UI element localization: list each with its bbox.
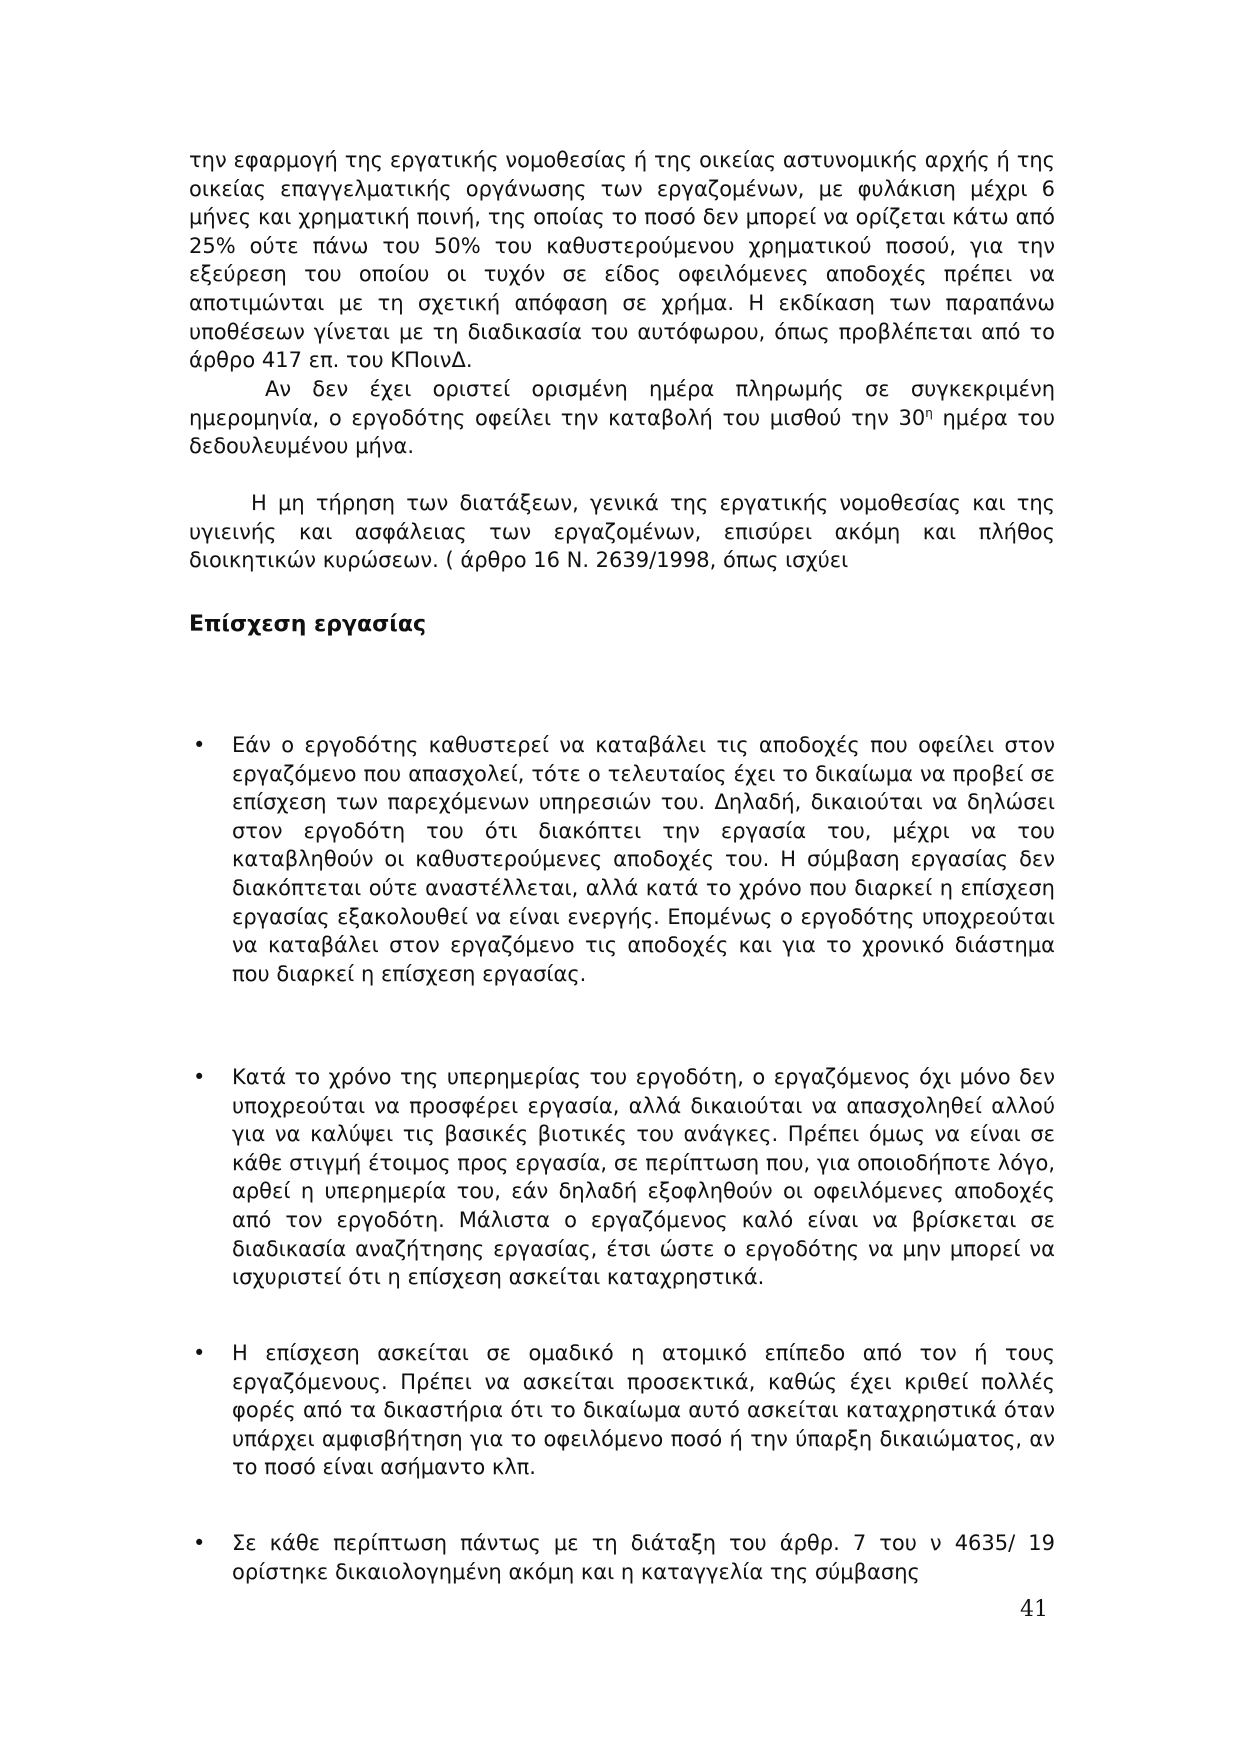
ordinal-superscript: η xyxy=(925,405,933,420)
bullet-icon: • xyxy=(193,1341,206,1365)
page-number: 41 xyxy=(1020,1597,1048,1622)
bullet-icon: • xyxy=(193,733,206,757)
paragraph-penalties: την εφαρμογή της εργατικής νομοθεσίας ή της οικείας αστυνομικής αρχής ή της οικείας επαγγελματικής οργάνωσης των εργαζομένων, με φυλάκιση μέχρι 6 μήνες και χρηματική ποινή, της οποίας το ποσό δεν μπορεί να ορίζεται κάτω από 25% ούτε πάνω του 50% του καθυστερούμενου χρηματικού ποσού, για την εξεύρεση του οποίου οι τυχόν σε είδος οφειλόμενες αποδοχές πρέπει να αποτιμώνται με τη σχετική απόφαση σε χρήμα. Η εκδίκαση των παραπάνω υποθέσεων γίνεται με τη διαδικασία του αυτόφωρου, όπως προβλέπεται από το άρθρο 417 επ. του ΚΠοινΔ. xyxy=(189,148,1055,373)
paragraph-payment-date-text: Αν δεν έχει οριστεί ορισμένη ημέρα πληρωμής σε συγκεκριμένη ημερομηνία, ο εργοδότης οφείλει την καταβολή του μισθού την 30 xyxy=(189,377,1055,430)
paragraph-payment-date-text-end: ημέρα του δεδουλευμένου μήνα. xyxy=(189,405,1056,459)
bullet-icon: • xyxy=(193,1531,206,1555)
section-heading: Επίσχεση εργασίας xyxy=(189,612,426,637)
paragraph-payment-date xyxy=(189,375,1055,461)
list-item-text: Εάν ο εργοδότης καθυστερεί να καταβάλει τις αποδοχές που οφείλει στον εργαζόμενο που απασχολεί, τότε ο τελευταίος έχει το δικαίωμα να προβεί σε επίσχεση των παρεχόμενων υπηρεσιών του. Δηλαδή, δικαιούται να δηλώσει στον εργοδότη του ότι διακόπτει την εργασία του, μέχρι να του καταβληθούν οι καθυστερούμενες αποδοχές του. Η σύμβαση εργασίας δεν διακόπτεται ούτε αναστέλλεται, αλλά κατά το χρόνο που διαρκεί η επίσχεση εργασίας εξακολουθεί να είναι ενεργής. Επομένως ο εργοδότης υποχρεούται να καταβάλει στον εργαζόμενο τις αποδοχές και για το χρονικό διάστημα που διαρκεί η επίσχεση εργασίας. xyxy=(232,733,1055,986)
paragraph-administrative-sanctions: Η μη τήρηση των διατάξεων, γενικά της εργατικής νομοθεσίας και της υγιεινής και ασφάλειας των εργαζομένων, επισύρει ακόμη και πλήθος διοικητικών κυρώσεων. ( άρθρο 16 Ν. 2639/1998, όπως ισχύει xyxy=(189,491,1055,573)
bullet-icon: • xyxy=(193,1065,206,1089)
list-item-text: Σε κάθε περίπτωση πάντως με τη διάταξη του άρθρ. 7 του ν 4635/ 19 ορίστηκε δικαιολογημένη ακόμη και η καταγγελία της σύμβασης xyxy=(232,1531,1055,1584)
list-item-text: Κατά το χρόνο της υπερημερίας του εργοδότη, ο εργαζόμενος όχι μόνο δεν υποχρεούται να προσφέρει εργασία, αλλά δικαιούται να απασχοληθεί αλλού για να καλύψει τις βασικές βιοτικές του ανάγκες. Πρέπει όμως να είναι σε κάθε στιγμή έτοιμος προς εργασία, σε περίπτωση που, για οποιοδήποτε λόγο, αρθεί η υπερημερία του, εάν δηλαδή εξοφληθούν οι οφειλόμενες αποδοχές από τον εργοδότη. Μάλιστα ο εργαζόμενος καλό είναι να βρίσκεται σε διαδικασία αναζήτησης εργασίας, έτσι ώστε ο εργοδότης να μην μπορεί να ισχυριστεί ότι η επίσχεση ασκείται καταχρηστικά. xyxy=(232,1065,1055,1290)
list-item-text: Η επίσχεση ασκείται σε ομαδικό η ατομικό επίπεδο από τον ή τους εργαζόμενους. Πρέπει να ασκείται προσεκτικά, καθώς έχει κριθεί πολλές φορές από τα δικαστήρια ότι το δικαίωμα αυτό ασκείται καταχρηστικά όταν υπάρχει αμφισβήτηση για το οφειλόμενο ποσό ή την ύπαρξη δικαιώματος, αν το ποσό είναι ασήμαντο κλπ. xyxy=(232,1341,1055,1480)
